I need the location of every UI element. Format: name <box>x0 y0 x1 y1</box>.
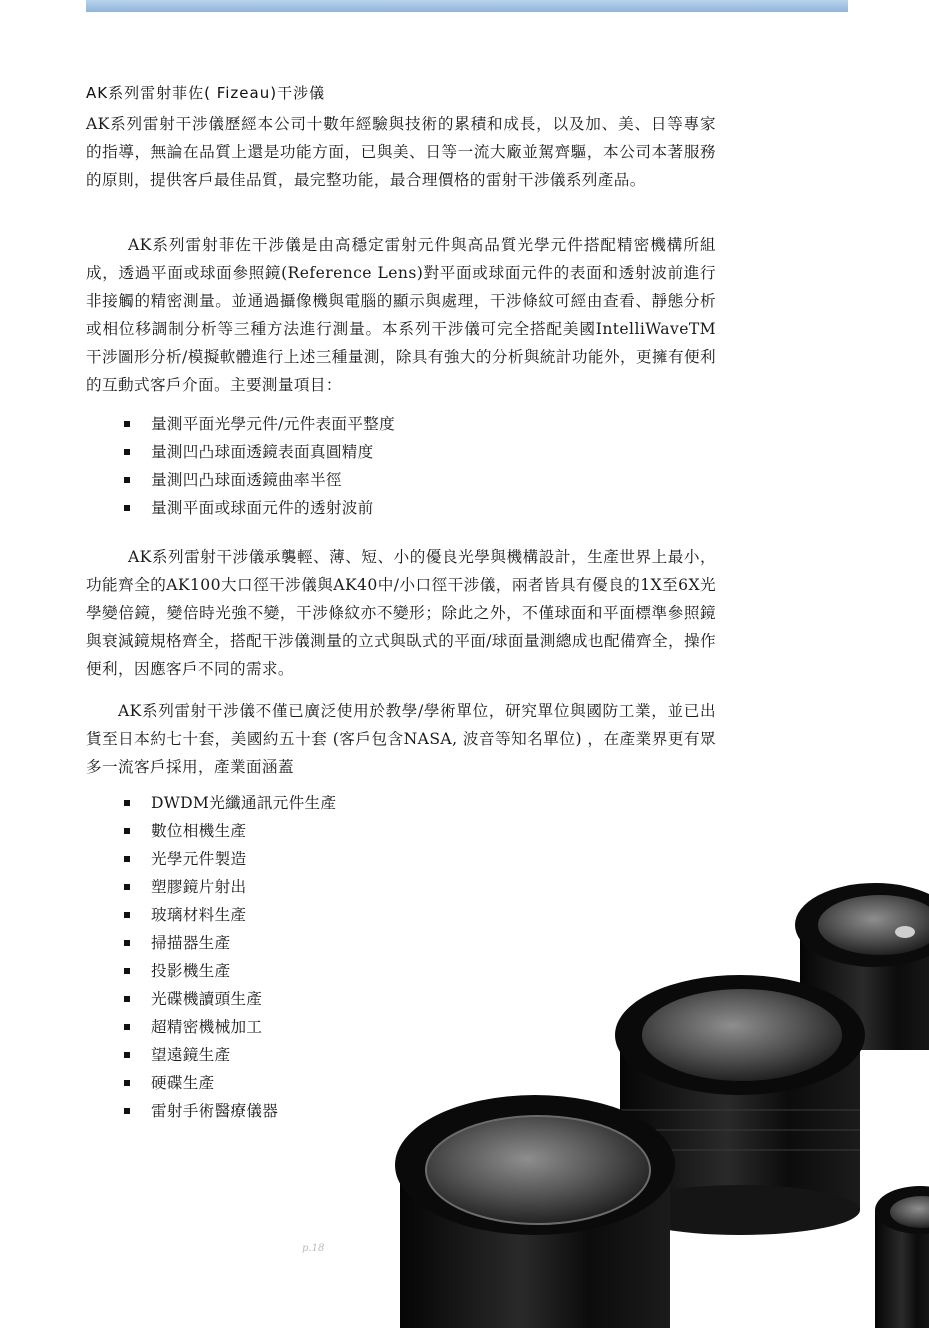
list-item: DWDM光纖通訊元件生產 <box>124 789 336 817</box>
list-item: 超精密機械加工 <box>124 1013 336 1041</box>
lens-bottom-right <box>875 1186 929 1328</box>
list-item: 量測凹凸球面透鏡曲率半徑 <box>124 466 395 494</box>
list-item: 數位相機生產 <box>124 817 336 845</box>
lens-product-photo <box>380 880 929 1328</box>
customers-paragraph: AK系列雷射干涉儀不僅已廣泛使用於教學/學術單位，研究單位與國防工業，並已出貨至日本約七十套，美國約五十套 (客戶包含NASA, 波音等知名單位) ，在產業界更有眾多一流客戶採用，產業面涵蓋 <box>86 702 716 776</box>
list-item: 掃描器生產 <box>124 929 336 957</box>
list-item: 光碟機讀頭生產 <box>124 985 336 1013</box>
list-item: 量測平面或球面元件的透射波前 <box>124 494 395 522</box>
intro-paragraph: AK系列雷射干涉儀歷經本公司十數年經驗與技術的累積和成長，以及加、美、日等專家的指導，無論在品質上還是功能方面，已與美、日等一流大廠並駕齊驅，本公司本著服務的原則，提供客戶最佳品質，最完整功能，最合理價格的雷射干涉儀系列產品。 <box>86 115 716 189</box>
design-paragraph: AK系列雷射干涉儀承襲輕、薄、短、小的優良光學與機構設計，生產世界上最小，功能齊全的AK100大口徑干涉儀與AK40中/小口徑干涉儀，兩者皆具有優良的1X至6X光學變倍鏡，變倍時光強不變，干涉條紋亦不變形；除此之外，不僅球面和平面標準參照鏡與衰減鏡規格齊全，搭配干涉儀測量的立式與臥式的平面/球面量測總成也配備齊全，操作便利，因應客戶不同的需求。 <box>86 548 716 678</box>
list-item: 望遠鏡生產 <box>124 1041 336 1069</box>
list-item: 塑膠鏡片射出 <box>124 873 336 901</box>
list-item: 硬碟生產 <box>124 1069 336 1097</box>
page-number: p.18 <box>302 1243 325 1254</box>
description-paragraph: AK系列雷射菲佐干涉儀是由高穩定雷射元件與高品質光學元件搭配精密機構所組成，透過平面或球面參照鏡(Reference Lens)對平面或球面元件的表面和透射波前進行非接觸的精密測量。並通過攝像機與電腦的顯示與處理，干涉條紋可經由查看、靜態分析或相位移調制分析等三種方法進行測量。本系列干涉儀可完全搭配美國IntelliWaveTM干涉圖形分析/模擬軟體進行上述三種量測，除具有強大的分析與統計功能外，更擁有便利的互動式客戶介面。主要測量項目： <box>86 236 716 394</box>
list-item: 量測平面光學元件/元件表面平整度 <box>124 410 395 438</box>
section-heading: AK系列雷射菲佐( Fizeau)干涉儀 <box>86 84 326 102</box>
list-item: 光學元件製造 <box>124 845 336 873</box>
measurement-items-list <box>124 410 395 522</box>
list-item: 量測凹凸球面透鏡表面真圓精度 <box>124 438 395 466</box>
lens-front <box>395 1095 675 1328</box>
list-item: 雷射手術醫療儀器 <box>124 1097 336 1125</box>
industries-list <box>124 789 336 1125</box>
list-item: 玻璃材料生產 <box>124 901 336 929</box>
header-color-band <box>86 0 848 12</box>
list-item: 投影機生產 <box>124 957 336 985</box>
